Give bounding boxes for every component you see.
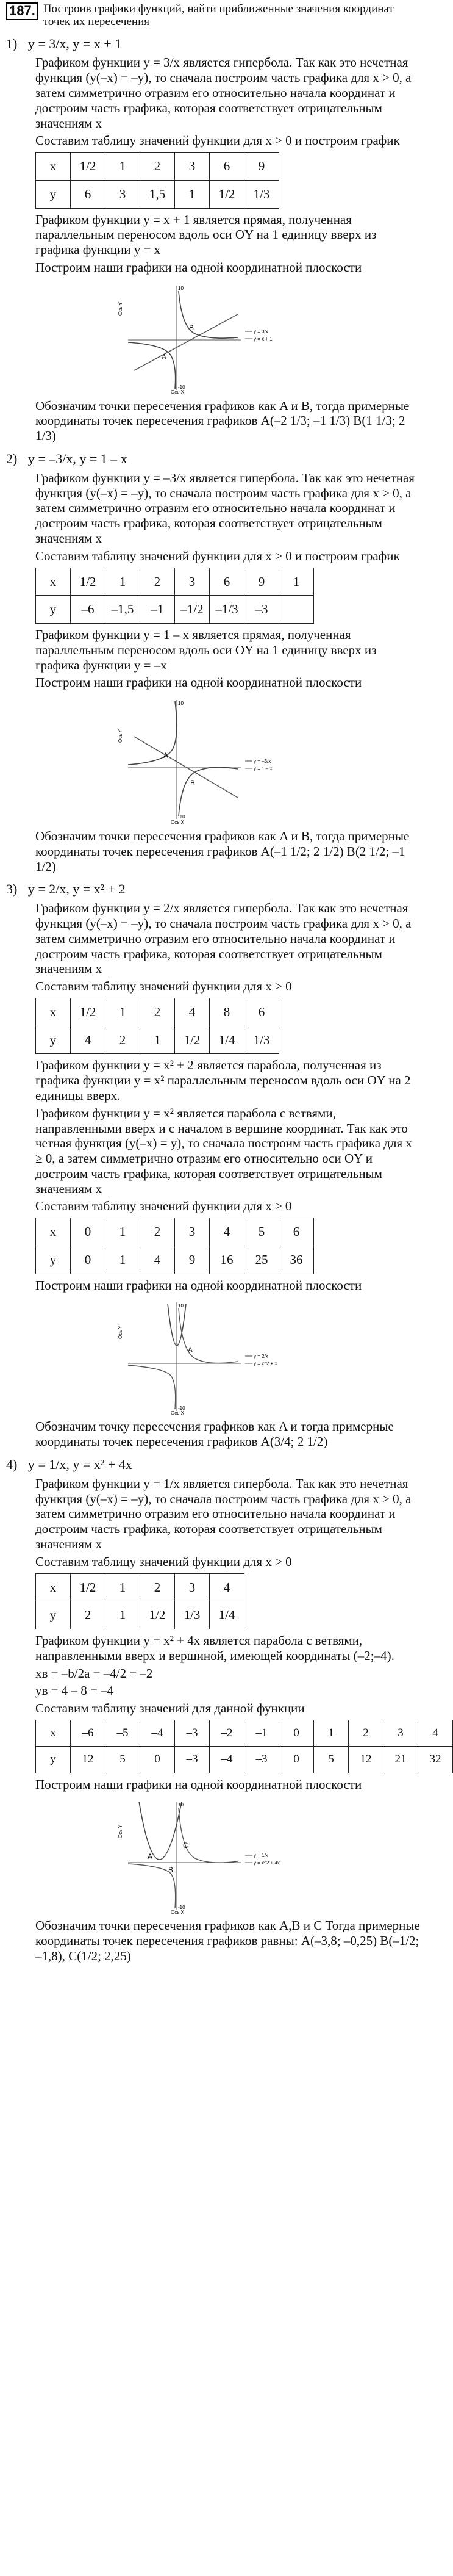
table-cell: 1/2 — [140, 1601, 175, 1629]
tick-label: 10 — [178, 1303, 184, 1309]
task-title — [6, 36, 421, 52]
task-title — [6, 451, 421, 467]
table-cell: 3 — [175, 1573, 210, 1601]
table-cell: 1 — [140, 1026, 175, 1054]
table-cell: 4 — [418, 1720, 453, 1746]
table-cell: 1 — [105, 1246, 140, 1274]
table-cell — [279, 596, 314, 624]
point-label: C — [183, 1841, 188, 1850]
table-cell: –1 — [244, 1720, 279, 1746]
axis-label-x: Ось X — [171, 820, 184, 826]
tick-label: -10 — [178, 814, 185, 820]
table-cell: 32 — [418, 1747, 453, 1773]
table-cell: 2 — [349, 1720, 383, 1746]
table-cell: 0 — [140, 1747, 175, 1773]
table-cell: –3 — [175, 1720, 210, 1746]
parabola — [139, 1802, 182, 1860]
paragraph: Построим наши графики на одной координатной плоскости — [35, 1277, 362, 1293]
hyperbola-branch-neg — [128, 342, 176, 389]
point-label: B — [168, 1866, 174, 1875]
table-cell: 1 — [105, 998, 140, 1026]
table-row — [36, 180, 279, 208]
table-cell: 1/2 — [71, 568, 105, 596]
paragraph: Составим таблицу значений функции для x > 0 и построим график — [35, 133, 400, 148]
hyperbola-branch-pos — [179, 768, 238, 817]
table-cell: 2 — [140, 153, 175, 181]
table-cell: 2 — [140, 1218, 175, 1246]
table-cell: –3 — [175, 1747, 210, 1773]
tick-label: 10 — [178, 1802, 184, 1808]
task-functions: y = 2/x, y = x² + 2 — [27, 881, 126, 897]
table-cell: 2 — [140, 998, 175, 1026]
paragraph: yв = 4 – 8 = –4 — [35, 1683, 114, 1698]
paragraph: xв = –b/2a = –4/2 = –2 — [35, 1665, 153, 1681]
paragraph: Графиком функции y = 1/x является гипербола. Так как это нечетная функция (y(–x) = –y), то сначала построим часть графика для x > 0, а затем симметрично отразим его относительно начала координат и достроим часть графика, которая соответствует отрицательным значениям x — [35, 1476, 412, 1551]
table-cell: 4 — [210, 1573, 244, 1601]
table-cell: –3 — [244, 596, 279, 624]
table-cell: 4 — [210, 1218, 244, 1246]
table-cell: 1,5 — [140, 180, 175, 208]
paragraph: Построим наши графики на одной координатной плоскости — [35, 1777, 362, 1792]
task-title — [6, 1457, 421, 1473]
table-row — [36, 1246, 314, 1274]
legend-entry: y = 1 – x — [254, 766, 273, 772]
table-row — [36, 153, 279, 181]
table-row — [36, 1747, 453, 1773]
paragraph: Составим таблицу значений функции для x > 0 — [35, 1554, 292, 1569]
paragraph: Составим таблицу значений для данной функции — [35, 1701, 305, 1716]
axis-label-y: Ось Y — [118, 729, 123, 743]
table-cell: 36 — [279, 1246, 314, 1274]
table-cell: 3 — [105, 180, 140, 208]
table-cell: 5 — [244, 1218, 279, 1246]
graph-3-svg — [110, 1296, 305, 1415]
legend-entry: y = x^2 + x — [254, 1361, 277, 1367]
paragraph: Графиком функции y = x² + 2 является парабола, полученная из графика функции y = x² параллельным переносом вдоль оси OY на 2 единицы вверх. — [35, 1058, 411, 1103]
table-cell: –1/2 — [175, 596, 210, 624]
table-cell: 1/2 — [71, 998, 105, 1026]
table-row — [36, 1026, 279, 1054]
table-cell: 6 — [210, 568, 244, 596]
values-table — [35, 568, 314, 624]
graph-4-svg — [110, 1795, 305, 1914]
hyperbola-branch-neg — [128, 1365, 176, 1409]
tick-label: 10 — [178, 701, 184, 707]
exercise-text: Построив графики функций, найти приближенные значения координат точек их пересечения — [43, 2, 394, 29]
table-cell: 3 — [175, 153, 210, 181]
table-row — [36, 1601, 244, 1629]
table-row — [36, 1218, 314, 1246]
task-functions: y = 1/x, y = x² + 4x — [27, 1456, 132, 1472]
axis-label-y: Ось Y — [118, 1326, 123, 1340]
legend-entry: y = x + 1 — [254, 336, 273, 342]
hyperbola-branch-neg — [128, 701, 177, 765]
graph-2-svg — [110, 694, 305, 825]
table-cell: 3 — [383, 1720, 418, 1746]
table-cell: –4 — [210, 1747, 244, 1773]
table-cell: x — [36, 153, 71, 181]
table-cell: 25 — [244, 1246, 279, 1274]
table-cell: 8 — [210, 998, 244, 1026]
table-row — [36, 1573, 244, 1601]
point-label: B — [189, 323, 194, 332]
table-cell: y — [36, 180, 71, 208]
table-row — [36, 596, 314, 624]
table-cell: 6 — [71, 180, 105, 208]
paragraph: Графиком функции y = x² + 4x является парабола с ветвями, направленными вверх и вершиной, имеющей координаты (–2;–4). — [35, 1633, 394, 1663]
table-cell: 5 — [314, 1747, 349, 1773]
table-cell: –6 — [71, 596, 105, 624]
tick-label: 10 — [178, 285, 184, 291]
table-cell: –4 — [140, 1720, 175, 1746]
table-cell: 1/4 — [210, 1601, 244, 1629]
tick-label: -10 — [178, 384, 185, 390]
paragraph: Составим таблицу значений функции для x > 0 и построим график — [35, 548, 400, 563]
table-cell: x — [36, 998, 71, 1026]
task-number: 1) — [6, 35, 18, 51]
table-cell: 1 — [105, 568, 140, 596]
paragraph: Графиком функции y = 2/x является гипербола. Так как это нечетная функция (y(–x) = –y), то сначала построим часть графика для x > 0, а затем симметрично отразим его относительно начала координат и достроим часть графика, которая соответствует отрицательным значениям x — [35, 901, 412, 976]
table-cell: x — [36, 1720, 71, 1746]
axis-label-y: Ось Y — [118, 301, 123, 316]
section-2 — [6, 451, 421, 874]
table-cell: –6 — [71, 1720, 105, 1746]
section-4 — [6, 1456, 441, 1964]
point-label: B — [190, 779, 196, 788]
table-cell: 0 — [279, 1747, 314, 1773]
task-functions: y = 3/x, y = x + 1 — [27, 35, 122, 51]
table-cell: 0 — [71, 1218, 105, 1246]
graph-1 — [110, 279, 305, 395]
values-table — [35, 1573, 244, 1630]
exercise-number: 187. — [6, 2, 38, 20]
line-graph — [134, 314, 238, 370]
table-cell: 1 — [175, 180, 210, 208]
table-row — [36, 568, 314, 596]
hyperbola-branch-pos — [179, 1808, 238, 1863]
table-cell: 6 — [279, 1218, 314, 1246]
table-cell: 1 — [105, 153, 140, 181]
table-cell: y — [36, 1747, 71, 1773]
paragraph: Составим таблицу значений функции для x ≥ 0 — [35, 1199, 292, 1214]
point-label: A — [148, 1852, 153, 1861]
graph-4 — [110, 1795, 305, 1914]
table-cell: y — [36, 1601, 71, 1629]
table-cell: 1 — [279, 568, 314, 596]
axis-label-x: Ось X — [171, 1410, 184, 1416]
values-table-2 — [35, 1720, 453, 1773]
table-cell: –1/3 — [210, 596, 244, 624]
table-cell: x — [36, 568, 71, 596]
table-cell: 1/2 — [71, 153, 105, 181]
paragraph: Обозначим точки пересечения графиков как A,B и C Тогда примерные координаты точек пересечения графиков равны: A(–3,8; –0,25) B(–1/2; –1,8), C(1/2; 2,25) — [35, 1918, 420, 1963]
paragraph: Построим наши графики на одной координатной плоскости — [35, 259, 362, 275]
table-cell: –1 — [140, 596, 175, 624]
table-cell: 1 — [314, 1720, 349, 1746]
table-cell: 1/2 — [210, 180, 244, 208]
axis-label-x: Ось X — [171, 1910, 184, 1916]
paragraph: Графиком функции y = x + 1 является прямая, полученная параллельным переносом вдоль оси OY на 1 единицу вверх из графика функции y = x — [35, 212, 377, 258]
legend-entry: y = 2/x — [254, 1354, 268, 1360]
paragraph: Графиком функции y = 1 – x является прямая, полученная параллельным переносом вдоль оси OY на 1 единицу вверх из графика функции y = –x — [35, 627, 377, 673]
table-cell: 2 — [140, 568, 175, 596]
table-cell: –1,5 — [105, 596, 140, 624]
table-cell: 1 — [105, 1573, 140, 1601]
exercise-header — [6, 2, 421, 29]
table-cell: y — [36, 1246, 71, 1274]
table-cell: 12 — [71, 1747, 105, 1773]
table-cell: 21 — [383, 1747, 418, 1773]
point-label: A — [163, 751, 169, 760]
table-cell: 2 — [105, 1026, 140, 1054]
table-cell: 16 — [210, 1246, 244, 1274]
table-cell: 6 — [244, 998, 279, 1026]
values-table — [35, 998, 279, 1055]
paragraph: Обозначим точки пересечения графиков как A и B, тогда примерные координаты точек пересечения графиков A(–1 1/2; 2 1/2) B(2 1/2; –1 1/2) — [35, 829, 410, 874]
task-number: 2) — [6, 450, 18, 466]
paragraph: Графиком функции y = x² является парабола с ветвями, направленными вверх и с началом в вершине координат. Так как это четная функция (y(–x) = y), то сначала построим часть графика для x ≥ 0, а затем симметрично отразим его относительно оси OY и достроим часть графика, которая соответствует отрицательным значениям x — [35, 1105, 412, 1196]
legend-entry: y = 1/x — [254, 1853, 268, 1859]
table-cell: 0 — [279, 1720, 314, 1746]
table-cell: 1 — [105, 1218, 140, 1246]
graph-1-svg — [110, 279, 305, 395]
task-number: 3) — [6, 881, 18, 897]
legend-entry: y = x^2 + 4x — [254, 1860, 280, 1866]
table-cell: –2 — [210, 1720, 244, 1746]
table-cell: 3 — [175, 1218, 210, 1246]
table-cell: 4 — [140, 1246, 175, 1274]
paragraph: Обозначим точки пересечения графиков как A и B, тогда примерные координаты точек пересечения графиков A(–2 1/3; –1 1/3) B(1 1/3; 2 1/3) — [35, 398, 410, 444]
table-row — [36, 998, 279, 1026]
table-cell: 1/2 — [71, 1573, 105, 1601]
values-table-2 — [35, 1218, 314, 1274]
axis-label-x: Ось X — [171, 389, 184, 395]
table-cell: 2 — [71, 1601, 105, 1629]
values-table — [35, 152, 279, 209]
section-1 — [6, 36, 421, 444]
table-cell: 4 — [71, 1026, 105, 1054]
table-cell: 4 — [175, 998, 210, 1026]
table-cell: 1/3 — [244, 180, 279, 208]
legend-entry: y = –3/x — [254, 759, 271, 765]
table-cell: 5 — [105, 1747, 140, 1773]
legend-entry: y = 3/x — [254, 328, 268, 334]
paragraph: Графиком функции y = –3/x является гипербола. Так как это нечетная функция (y(–x) = –y), то сначала построим часть графика для x > 0, а затем симметрично отразим его относительно начала координат и достроим часть графика, которая соответствует отрицательным значениям x — [35, 470, 415, 546]
task-title — [6, 881, 421, 897]
tick-label: -10 — [178, 1405, 185, 1412]
task-number: 4) — [6, 1456, 18, 1472]
paragraph: Построим наши графики на одной координатной плоскости — [35, 675, 362, 690]
table-cell: y — [36, 1026, 71, 1054]
paragraph: Обозначим точку пересечения графиков как A и тогда примерные координаты точек пересечения графиков A(3/4; 2 1/2) — [35, 1419, 394, 1449]
table-cell: 1/3 — [244, 1026, 279, 1054]
task-functions: y = –3/x, y = 1 – x — [27, 450, 127, 466]
table-cell: 12 — [349, 1747, 383, 1773]
point-label: A — [162, 352, 167, 361]
table-cell: –3 — [244, 1747, 279, 1773]
table-cell: 9 — [244, 568, 279, 596]
table-cell: 9 — [244, 153, 279, 181]
paragraph: Графиком функции y = 3/x является гипербола. Так как это нечетная функция (y(–x) = –y), то сначала построим часть графика для x > 0, а затем симметрично отразим его относительно начала координат и достроим часть графика, которая соответствует отрицательным значениям x — [35, 55, 412, 131]
graph-2 — [110, 694, 305, 825]
table-cell: 0 — [71, 1246, 105, 1274]
table-cell: 1 — [105, 1601, 140, 1629]
table-cell: 1/2 — [175, 1026, 210, 1054]
graph-3 — [110, 1296, 305, 1415]
table-cell: 2 — [140, 1573, 175, 1601]
axis-label-y: Ось Y — [118, 1825, 123, 1839]
table-cell: 3 — [175, 568, 210, 596]
table-cell: y — [36, 596, 71, 624]
table-cell: 9 — [175, 1246, 210, 1274]
paragraph: Составим таблицу значений функции для x > 0 — [35, 979, 292, 994]
table-cell: x — [36, 1573, 71, 1601]
point-label: A — [188, 1346, 193, 1355]
section-3 — [6, 881, 421, 1449]
table-row — [36, 1720, 453, 1746]
table-cell: 6 — [210, 153, 244, 181]
tick-label: -10 — [178, 1905, 185, 1911]
hyperbola-branch-pos — [179, 1308, 238, 1363]
hyperbola-branch-pos — [179, 291, 238, 338]
table-cell: –5 — [105, 1720, 140, 1746]
table-cell: 1/4 — [210, 1026, 244, 1054]
table-cell: x — [36, 1218, 71, 1246]
table-cell: 1/3 — [175, 1601, 210, 1629]
